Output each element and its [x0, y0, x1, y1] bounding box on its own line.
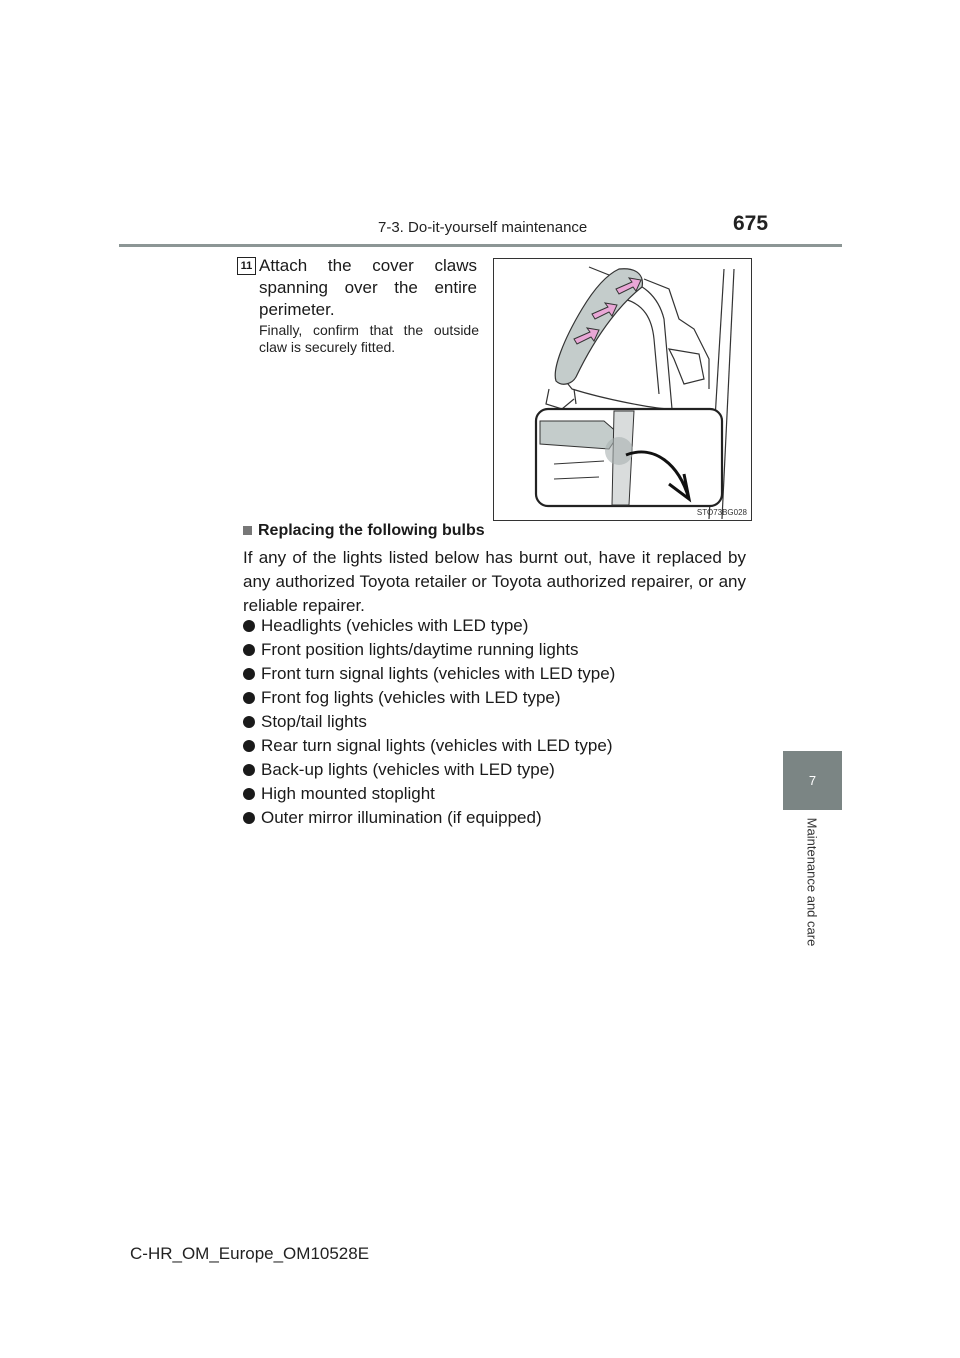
page-number: 675: [733, 212, 769, 235]
bullet-icon: [243, 788, 255, 800]
chapter-tab: 7: [783, 751, 842, 810]
section-heading: [243, 522, 485, 540]
section-intro: If any of the lights listed below has burnt out, have it replaced by any authorized Toyota retailer or Toyota authorized repairer, or any reliable repairer.: [243, 548, 746, 615]
list-item: Headlights (vehicles with LED type): [243, 614, 615, 638]
list-item: Back-up lights (vehicles with LED type): [243, 758, 615, 782]
step-note: Finally, confirm that the outside claw is securely fitted.: [259, 322, 479, 355]
list-item: Front position lights/daytime running lights: [243, 638, 615, 662]
mirror-drawing: [494, 259, 751, 520]
document-code: C-HR_OM_Europe_OM10528E: [130, 1244, 370, 1263]
list-item: Front fog lights (vehicles with LED type): [243, 686, 615, 710]
list-item: High mounted stoplight: [243, 782, 615, 806]
square-bullet-icon: [243, 526, 252, 535]
bullet-icon: [243, 644, 255, 656]
bullet-icon: [243, 764, 255, 776]
list-item: Front turn signal lights (vehicles with LED type): [243, 662, 615, 686]
bullet-icon: [243, 716, 255, 728]
step-instruction: Attach the cover claws spanning over the entire perimeter.: [259, 256, 477, 319]
mirror-cover-illustration: [493, 258, 752, 521]
bullet-icon: [243, 668, 255, 680]
bullet-icon: [243, 692, 255, 704]
detail-inset: [536, 409, 722, 506]
chapter-label: Maintenance and care: [804, 817, 820, 947]
section-title: 7-3. Do-it-yourself maintenance: [378, 219, 588, 236]
bullet-icon: [243, 812, 255, 824]
list-item: Stop/tail lights: [243, 710, 615, 734]
section-heading-text: Replacing the following bulbs: [258, 522, 485, 539]
bullet-icon: [243, 620, 255, 632]
header-divider: [119, 244, 842, 247]
list-item: Rear turn signal lights (vehicles with LED type): [243, 734, 615, 758]
bulb-list: [243, 614, 615, 830]
step-number: 11: [237, 257, 256, 275]
figure-code: STO73BG028: [696, 508, 747, 517]
list-item: Outer mirror illumination (if equipped): [243, 806, 615, 830]
bullet-icon: [243, 740, 255, 752]
